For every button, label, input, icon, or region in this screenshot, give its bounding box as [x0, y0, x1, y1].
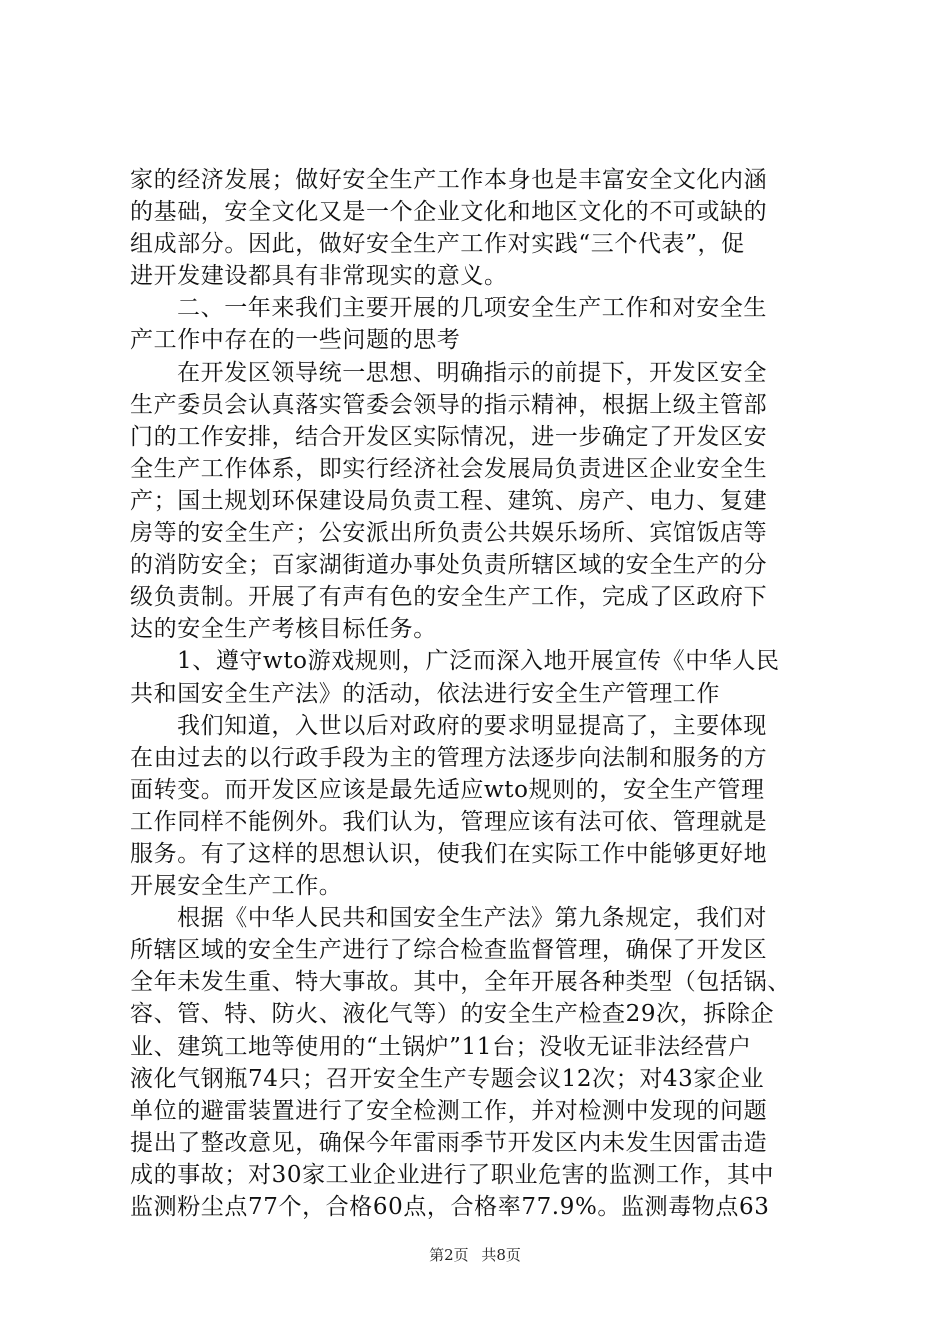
text-line: 根据《中华人民共和国安全生产法》第九条规定，我们对 [177, 905, 767, 932]
text-line: 门的工作安排，结合开发区实际情况，进一步确定了开发区安 [130, 423, 768, 450]
text-line: 在开发区领导统一思想、明确指示的前提下，开发区安全 [177, 359, 767, 386]
text-line: 工作同样不能例外。我们认为，管理应该有法可依、管理就是 [130, 808, 768, 835]
page-number: 第2页 [429, 1246, 469, 1264]
text-line: 全年未发生重、特大事故。其中，全年开展各种类型（包括锅、 [130, 969, 791, 996]
text-line: 所辖区域的安全生产进行了综合检查监督管理，确保了开发区 [130, 937, 768, 964]
text-line: 我们知道，入世以后对政府的要求明显提高了，主要体现 [177, 712, 767, 739]
text-line: 容、管、特、防火、液化气等）的安全生产检查29次，拆除企 [130, 1001, 775, 1028]
subheading-line: 共和国安全生产法》的活动，依法进行安全生产管理工作 [130, 680, 720, 707]
text-line: 级负责制。开展了有声有色的安全生产工作，完成了区政府下 [130, 584, 768, 611]
text-line: 开展安全生产工作。 [130, 873, 343, 900]
text-line: 房等的安全生产；公安派出所负责公共娱乐场所、宾馆饭店等 [130, 520, 768, 547]
text-line: 生产委员会认真落实管委会领导的指示精神，根据上级主管部 [130, 391, 768, 418]
text-line: 在由过去的以行政手段为主的管理方法逐步向法制和服务的方 [130, 744, 768, 771]
text-line: 成的事故；对30家工业企业进行了职业危害的监测工作，其中 [130, 1161, 775, 1188]
text-line: 达的安全生产考核目标任务。 [130, 616, 437, 643]
text-line: 提出了整改意见，确保今年雷雨季节开发区内未发生因雷击造 [130, 1129, 768, 1156]
page-total: 共8页 [481, 1246, 521, 1264]
text-line: 全生产工作体系，即实行经济社会发展局负责进区企业安全生 [130, 455, 768, 482]
text-line: 单位的避雷装置进行了安全检测工作，并对检测中发现的问题 [130, 1097, 768, 1124]
text-line: 家的经济发展；做好安全生产工作本身也是丰富安全文化内涵 [130, 167, 768, 193]
section-heading-line: 产工作中存在的一些问题的思考 [130, 327, 461, 354]
text-line: 产；国土规划环保建设局负责工程、建筑、房产、电力、复建 [130, 487, 768, 514]
section-heading-line: 二、一年来我们主要开展的几项安全生产工作和对安全生 [177, 295, 767, 322]
text-line: 监测粉尘点77个，合格60点，合格率77.9%。监测毒物点63 [130, 1194, 770, 1220]
subheading-line: 1、遵守wto游戏规则，广泛而深入地开展宣传《中华人民 [177, 648, 780, 675]
text-line: 组成部分。因此，做好安全生产工作对实践“三个代表”，促 [130, 231, 745, 258]
text-line: 业、建筑工地等使用的“土锅炉”11台；没收无证非法经营户 [130, 1033, 752, 1060]
text-line: 的消防安全；百家湖街道办事处负责所辖区域的安全生产的分 [130, 552, 768, 579]
text-line: 面转变。而开发区应该是最先适应wto规则的，安全生产管理 [130, 776, 765, 803]
text-line: 进开发建设都具有非常现实的意义。 [130, 263, 508, 290]
text-line: 的基础，安全文化又是一个企业文化和地区文化的不可或缺的 [130, 199, 768, 226]
document-body [130, 164, 830, 1223]
text-line: 液化气钢瓶74只；召开安全生产专题会议12次；对43家企业 [130, 1065, 765, 1092]
page-footer [0, 1244, 950, 1266]
text-line: 服务。有了这样的思想认识，使我们在实际工作中能够更好地 [130, 840, 768, 867]
